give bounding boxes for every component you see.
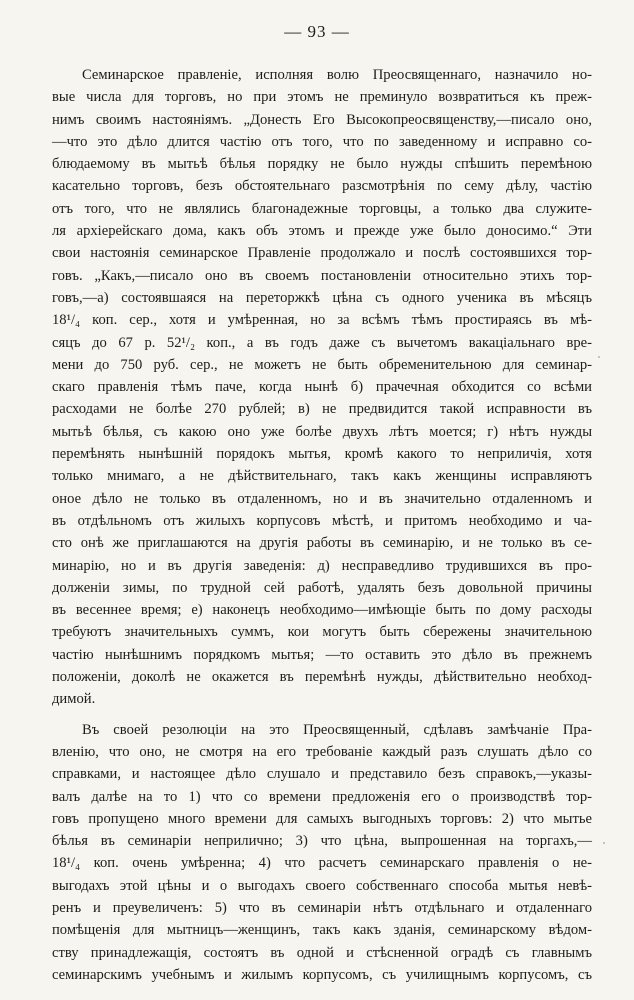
text-line: положеніи, доколѣ не окажется въ перемѣнѣ нужды, дѣйствительно необход-	[52, 669, 592, 686]
text-line: бѣлья въ семинаріи неприлично; 3) что цѣна, выпрошенная на торгахъ,—	[52, 833, 592, 850]
text-line: говъ. „Какъ,—писало оно въ своемъ постановленіи относительно этихъ тор-	[52, 267, 592, 284]
text-line: говъ,—а) состоявшаяся на переторжкѣ цѣна съ одного ученика въ мѣсяцъ	[52, 289, 592, 306]
text-line: нимъ своимъ настояніямъ. „Донесть Его Высокопреосвященству,—писало оно,	[52, 111, 592, 128]
paragraph-1	[52, 64, 592, 711]
body-text	[52, 64, 592, 986]
text-line: отъ того, что не являлись благонадежные торговцы, а только два служите-	[52, 200, 592, 217]
text-line: ля архіерейскаго дома, какъ объ этомъ и прежде уже было доносимо.“ Эти	[52, 223, 592, 240]
text-line: въ отдѣльномъ отъ жилыхъ корпусовъ мѣстѣ, и притомъ необходимо и ча-	[52, 512, 592, 529]
text-line: Семинарское правленіе, исполняя волю Преосвященнаго, назначило но-	[82, 67, 592, 83]
text-line: касательно торговъ, безъ обстоятельнаго разсмотрѣнія по сему дѣлу, частію	[52, 178, 592, 195]
text-line: минарію, но и въ другія заведенія: д) несправедливо трудившихся въ про-	[52, 557, 592, 574]
text-line: 18¹/₄ коп. очень умѣренна; 4) что расчетъ семинарскаго правленія о не-	[52, 855, 592, 872]
paragraph-gap	[52, 711, 592, 719]
text-line: сяцъ до 67 р. 52¹/₂ коп., а въ годъ даже съ вычетомъ вакаціальнаго вре-	[52, 334, 592, 351]
text-line: оное дѣло не только въ отдаленномъ, но и въ значительно отдаленномъ и	[52, 490, 592, 507]
text-line: —что это дѣло длится частію отъ того, что по заведенному и исправно со-	[52, 133, 592, 150]
text-line: валъ далѣе на то 1) что со времени предложенія его о производствѣ тор-	[52, 788, 592, 805]
text-line: частію нынѣшнимъ порядкомъ мытья; —то оставить это дѣло въ прежнемъ	[52, 646, 592, 663]
text-line: блюдаемому въ мытьѣ бѣлья порядку не было нужды спѣшить перемѣною	[52, 156, 592, 173]
text-line: выгодахъ этой цѣны и о выгодахъ своего собственнаго способа мытья невѣ-	[52, 877, 592, 894]
text-line: вые числа для торговъ, но при этомъ не преминуло возвратиться къ преж-	[52, 89, 592, 106]
text-line: димой.	[52, 691, 96, 708]
text-line: расходами не болѣе 270 рублей; в) не предвидится такой исправности въ	[52, 401, 592, 418]
text-line: въ весеннее время; е) наконецъ необходимо—имѣющіе быть по дому расходы	[52, 602, 592, 619]
text-line: мытьѣ бѣлья, съ какою оно уже болѣе двухъ лѣтъ моется; г) нѣтъ нужды	[52, 423, 592, 440]
text-line: ренъ и преувеличенъ: 5) что въ семинаріи нѣтъ отдѣльнаго и отдаленнаго	[52, 899, 592, 916]
paper-speck	[603, 842, 605, 844]
text-line: долженіи зимы, по трудной сей работѣ, удалять безъ довольной причины	[52, 579, 592, 596]
text-line: перемѣнять нынѣшній порядокъ мытья, кромѣ какого то неприличія, хотя	[52, 446, 592, 463]
text-line: помѣщенія для мытницъ—женщинъ, такъ какъ зданія, семинарскому вѣдом-	[52, 922, 592, 939]
text-line: вленію, что оно, не смотря на его требованіе каждый разъ слушать дѣло со	[52, 743, 592, 760]
text-line: требуютъ значительныхъ суммъ, кои могутъ быть сбережены значительною	[52, 624, 592, 641]
text-line: сто онѣ же приглашаются на другія работы въ семинарію, и не только въ се-	[52, 535, 592, 552]
page-number: — 93 —	[284, 22, 350, 41]
text-line: скаго правленія тѣмъ паче, когда нынѣ б) прачечная обходится со всѣми	[52, 379, 592, 396]
text-line: справками, и настоящее дѣло слушало и представило безъ справокъ,—указы-	[52, 766, 592, 783]
paper-speck	[598, 356, 600, 358]
text-line: свои настоянія семинарское Правленіе продолжало и послѣ состоявшихся тор-	[52, 245, 592, 262]
text-line: мени до 750 руб. сер., не можетъ не быть обременительною для семинар-	[52, 356, 592, 373]
text-line: ству принадлежащія, состоятъ въ одной и стѣсненной оградѣ съ главнымъ	[52, 944, 592, 961]
text-line: говъ пропущено много времени для самыхъ выгодныхъ торговъ: 2) что мытье	[52, 810, 592, 827]
text-line: 18¹/₄ коп. сер., хотя и умѣренная, но за всѣмъ тѣмъ простираясь въ мѣ-	[52, 312, 592, 329]
text-line: семинарскимъ учебнымъ и жилымъ корпусомъ, съ училищнымъ корпусомъ, съ	[52, 966, 592, 983]
text-line: только мнимаго, а не дѣйствительнаго, такъ какъ женщины исправляютъ	[52, 468, 592, 485]
text-line: Въ своей резолюціи на это Преосвященный, сдѣлавъ замѣчаніе Пра-	[82, 721, 592, 738]
paragraph-2	[52, 719, 592, 987]
